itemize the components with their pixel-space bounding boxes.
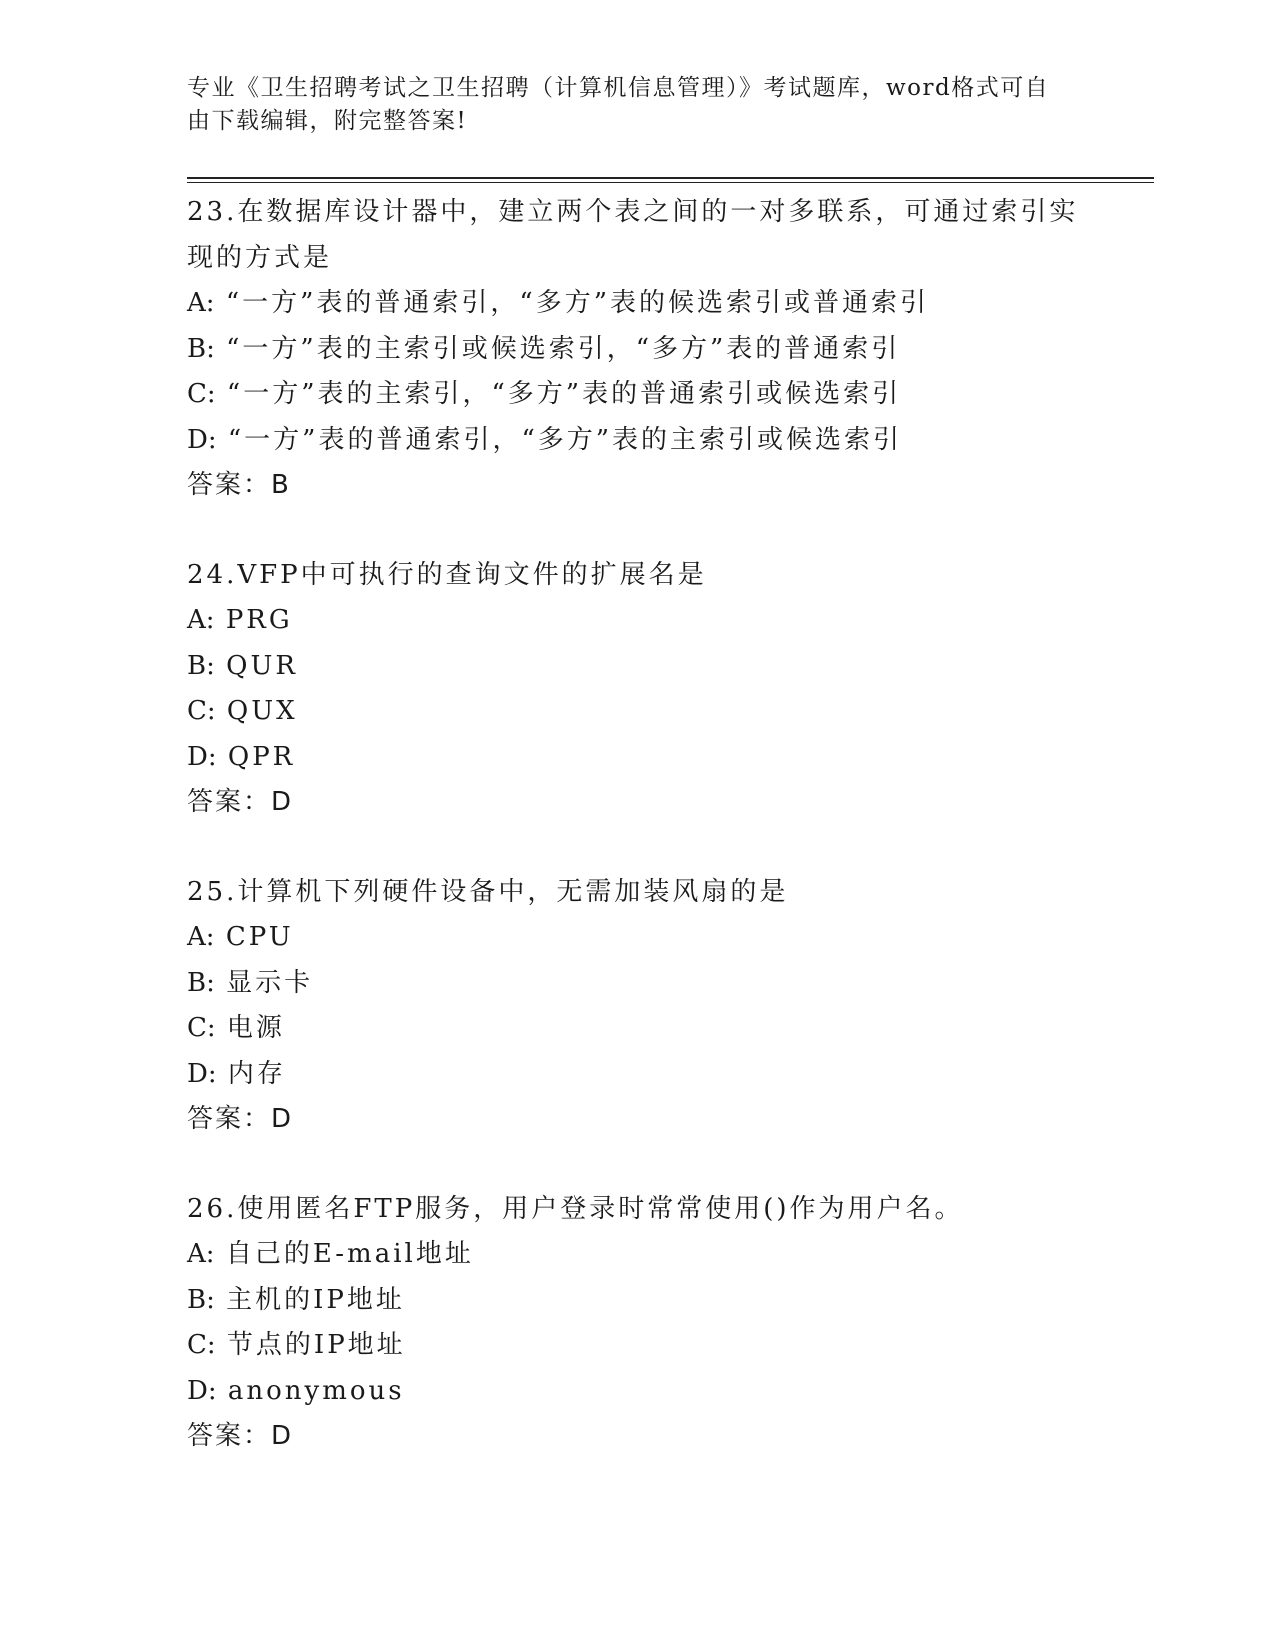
header-divider-thin (187, 182, 1154, 183)
option-letter: B: (187, 650, 215, 681)
option-letter: C: (187, 1330, 216, 1360)
option-text: “一方”表的主索引，“多方”表的普通索引或候选索引 (226, 379, 902, 409)
option-text: “一方”表的普通索引，“多方”表的候选索引或普通索引 (225, 288, 929, 318)
option-text: 主机的IP地址 (226, 1284, 405, 1315)
answer-line: 答案：D (187, 787, 294, 817)
option-text: 内存 (227, 1058, 286, 1089)
header-title-line-2: 由下载编辑，附完整答案! (187, 108, 468, 134)
option-letter: A: (187, 922, 215, 952)
option-d (187, 418, 1087, 464)
option-c (187, 1323, 1087, 1369)
option-b (187, 327, 1087, 373)
option-letter: D: (187, 741, 217, 772)
question-stem: 24.VFP中可执行的查询文件的扩展名是 (187, 559, 707, 590)
option-text: 自己的E-mail地址 (225, 1239, 474, 1269)
question-stem: 25.计算机下列硬件设备中，无需加装风扇的是 (187, 876, 789, 907)
header-title-line-1: 专业《卫生招聘考试之卫生招聘（计算机信息管理）》考试题库，word格式可自 (187, 75, 1050, 101)
option-text: QUX (226, 696, 298, 726)
question-25 (187, 870, 1087, 1143)
option-text: 电源 (226, 1013, 285, 1043)
option-a (187, 915, 1087, 961)
answer-line: 答案：D (187, 1421, 294, 1451)
document-header (187, 72, 1067, 138)
answer-line: 答案：D (187, 1104, 294, 1134)
question-stem: 23.在数据库设计器中，建立两个表之间的一对多联系，可通过索引实现的方式是 (187, 197, 1079, 273)
question-stem: 26.使用匿名FTP服务，用户登录时常常使用()作为用户名。 (187, 1193, 964, 1224)
option-a (187, 1232, 1087, 1278)
question-26 (187, 1187, 1087, 1460)
option-text: PRG (225, 605, 293, 635)
question-list (187, 190, 1087, 1504)
option-letter: B: (187, 333, 215, 364)
option-text: 节点的IP地址 (226, 1330, 406, 1360)
option-letter: B: (187, 967, 215, 998)
option-letter: B: (187, 1284, 215, 1315)
option-d (187, 735, 1087, 781)
option-letter: C: (187, 696, 216, 726)
option-d (187, 1052, 1087, 1098)
header-divider-thick (187, 177, 1154, 179)
answer-line: 答案：B (187, 470, 291, 500)
option-letter: D: (187, 424, 217, 455)
option-text: anonymous (227, 1375, 405, 1406)
option-a (187, 598, 1087, 644)
option-c (187, 1006, 1087, 1052)
option-b (187, 644, 1087, 690)
option-d (187, 1369, 1087, 1415)
option-letter: D: (187, 1375, 217, 1406)
option-letter: A: (187, 288, 215, 318)
question-24 (187, 553, 1087, 826)
option-text: “一方”表的主索引或候选索引，“多方”表的普通索引 (226, 333, 901, 364)
option-text: CPU (225, 922, 294, 952)
option-text: 显示卡 (226, 967, 314, 998)
option-letter: C: (187, 379, 216, 409)
option-letter: D: (187, 1058, 217, 1089)
option-c (187, 372, 1087, 418)
option-letter: A: (187, 605, 215, 635)
option-text: “一方”表的普通索引，“多方”表的主索引或候选索引 (227, 424, 903, 455)
option-b (187, 1278, 1087, 1324)
question-23 (187, 190, 1087, 509)
option-text: QPR (227, 741, 296, 772)
option-c (187, 689, 1087, 735)
option-text: QUR (226, 650, 298, 681)
option-letter: C: (187, 1013, 216, 1043)
option-letter: A: (187, 1239, 215, 1269)
option-a (187, 281, 1087, 327)
option-b (187, 961, 1087, 1007)
